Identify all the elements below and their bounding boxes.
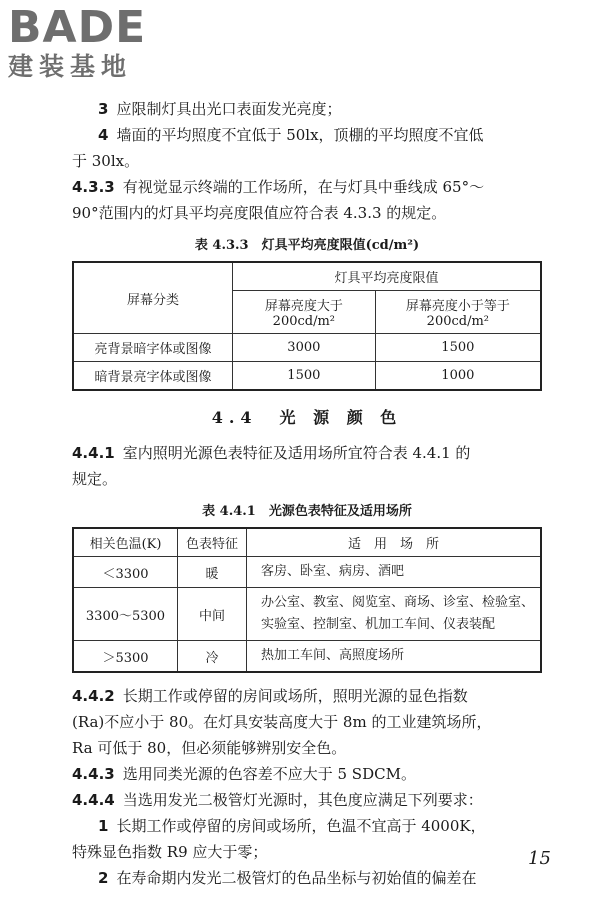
table-header: 屏幕亮度小于等于 200cd/m² [375, 291, 541, 334]
section-heading: 4.4 光 源 颜 色 [211, 408, 403, 427]
clause-4-3-3: 4.3.3 有视觉显示终端的工作场所，在与灯具中垂线成 65°～ [72, 178, 485, 196]
clause-4-3-3-cont: 90°范围内的灯具平均亮度限值应符合表 4.3.3 的规定。 [72, 204, 447, 222]
table-caption: 表 4.4.1 光源色表特征及适用场所 [202, 504, 412, 519]
clause-4-4-1: 4.4.1 室内照明光源色表特征及适用场所宜符合表 4.4.1 的 [72, 444, 471, 462]
table-header: 屏幕亮度大于 200cd/m² [233, 291, 376, 334]
table-row: ＜3300 暖 客房、卧室、病房、酒吧 [73, 557, 541, 588]
clause-4-4-2-cont: (Ra)不应小于 80。在灯具安装高度大于 8m 的工业建筑场所， [72, 713, 492, 731]
clause-4-4-4-item-2: 2 在寿命期内发光二极管灯的色品坐标与初始值的偏差在 [98, 869, 477, 887]
paragraph-item-4: 4 墙面的平均照度不宜低于 50lx，顶棚的平均照度不宜低 [98, 126, 484, 144]
color-table [72, 527, 542, 673]
luminance-table [72, 261, 542, 391]
logo-subtitle: 建装基地 [8, 52, 133, 81]
paragraph-item-4-cont: 于 30lx。 [72, 152, 140, 170]
table-header: 灯具平均亮度限值 [233, 262, 542, 291]
logo [8, 4, 178, 82]
document-body [72, 96, 542, 891]
table-row: 3300～5300 中间 办公室、教室、阅览室、商场、诊室、检验室、 实验室、控制室、机加工车间、仪表装配 [73, 588, 541, 641]
table-row: 亮背景暗字体或图像 3000 1500 [73, 334, 541, 362]
table-row: ＞5300 冷 热加工车间、高照度场所 [73, 641, 541, 673]
clause-4-4-4: 4.4.4 当选用发光二极管灯光源时，其色度应满足下列要求： [72, 791, 483, 809]
clause-4-4-4-item-1: 1 长期工作或停留的房间或场所，色温不宜高于 4000K， [98, 817, 486, 835]
page-number: 15 [528, 848, 551, 869]
clause-4-4-1-cont: 规定。 [72, 470, 118, 488]
table-header: 适 用 场 所 [247, 528, 542, 557]
clause-4-4-3: 4.4.3 选用同类光源的色容差不应大于 5 SDCM。 [72, 765, 416, 783]
table-header: 相关色温(K) [73, 528, 178, 557]
paragraph-item-3: 3 应限制灯具出光口表面发光亮度； [98, 100, 342, 118]
clause-4-4-2-cont: Ra 可低于 80，但必须能够辨别安全色。 [72, 739, 347, 757]
table-row: 暗背景亮字体或图像 1500 1000 [73, 362, 541, 391]
logo-text: BADE [8, 2, 147, 53]
table-header: 屏幕分类 [73, 262, 233, 334]
clause-4-4-2: 4.4.2 长期工作或停留的房间或场所，照明光源的显色指数 [72, 687, 468, 705]
clause-4-4-4-item-1-cont: 特殊显色指数 R9 应大于零； [72, 843, 268, 861]
table-header: 色表特征 [178, 528, 247, 557]
table-caption: 表 4.3.3 灯具平均亮度限值(cd/m²) [194, 238, 420, 253]
